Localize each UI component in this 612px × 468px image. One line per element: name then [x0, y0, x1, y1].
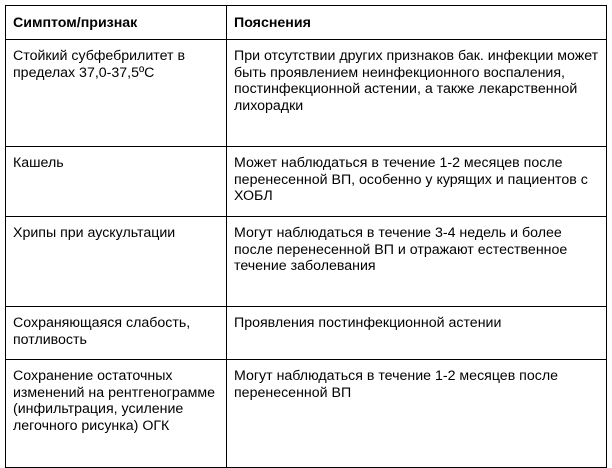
explanation-cell: Могут наблюдаться в течение 1-2 месяцев после перенесенной ВП [227, 360, 607, 468]
table-row [6, 217, 607, 307]
explanation-cell: Проявления постинфекционной астении [227, 307, 607, 360]
explanation-cell: Может наблюдаться в течение 1-2 месяцев после перенесенной ВП, особенно у курящих и пациентов с ХОБЛ [227, 147, 607, 217]
symptom-cell: Сохранение остаточных изменений на рентгенограмме (инфильтрация, усиление легочного рисунка) ОГК [6, 360, 227, 468]
symptom-cell: Сохраняющаяся слабость, потливость [6, 307, 227, 360]
explanation-cell: При отсутствии других признаков бак. инфекции может быть проявлением неинфекционного воспаления, постинфекционной астении, а также лекарственной лихорадки [227, 40, 607, 147]
table-row [6, 40, 607, 147]
symptoms-table [5, 5, 607, 468]
explanation-cell: Могут наблюдаться в течение 3-4 недель и более после перенесенной ВП и отражают естественное течение заболевания [227, 217, 607, 307]
table-header-row [6, 6, 607, 40]
symptom-cell: Стойкий субфебрилитет в пределах 37,0-37,5ºС [6, 40, 227, 147]
table-row [6, 147, 607, 217]
header-explanation: Пояснения [227, 6, 607, 40]
table-row [6, 307, 607, 360]
table-row [6, 360, 607, 468]
symptom-cell: Хрипы при аускультации [6, 217, 227, 307]
header-symptom: Симптом/признак [6, 6, 227, 40]
symptom-cell: Кашель [6, 147, 227, 217]
